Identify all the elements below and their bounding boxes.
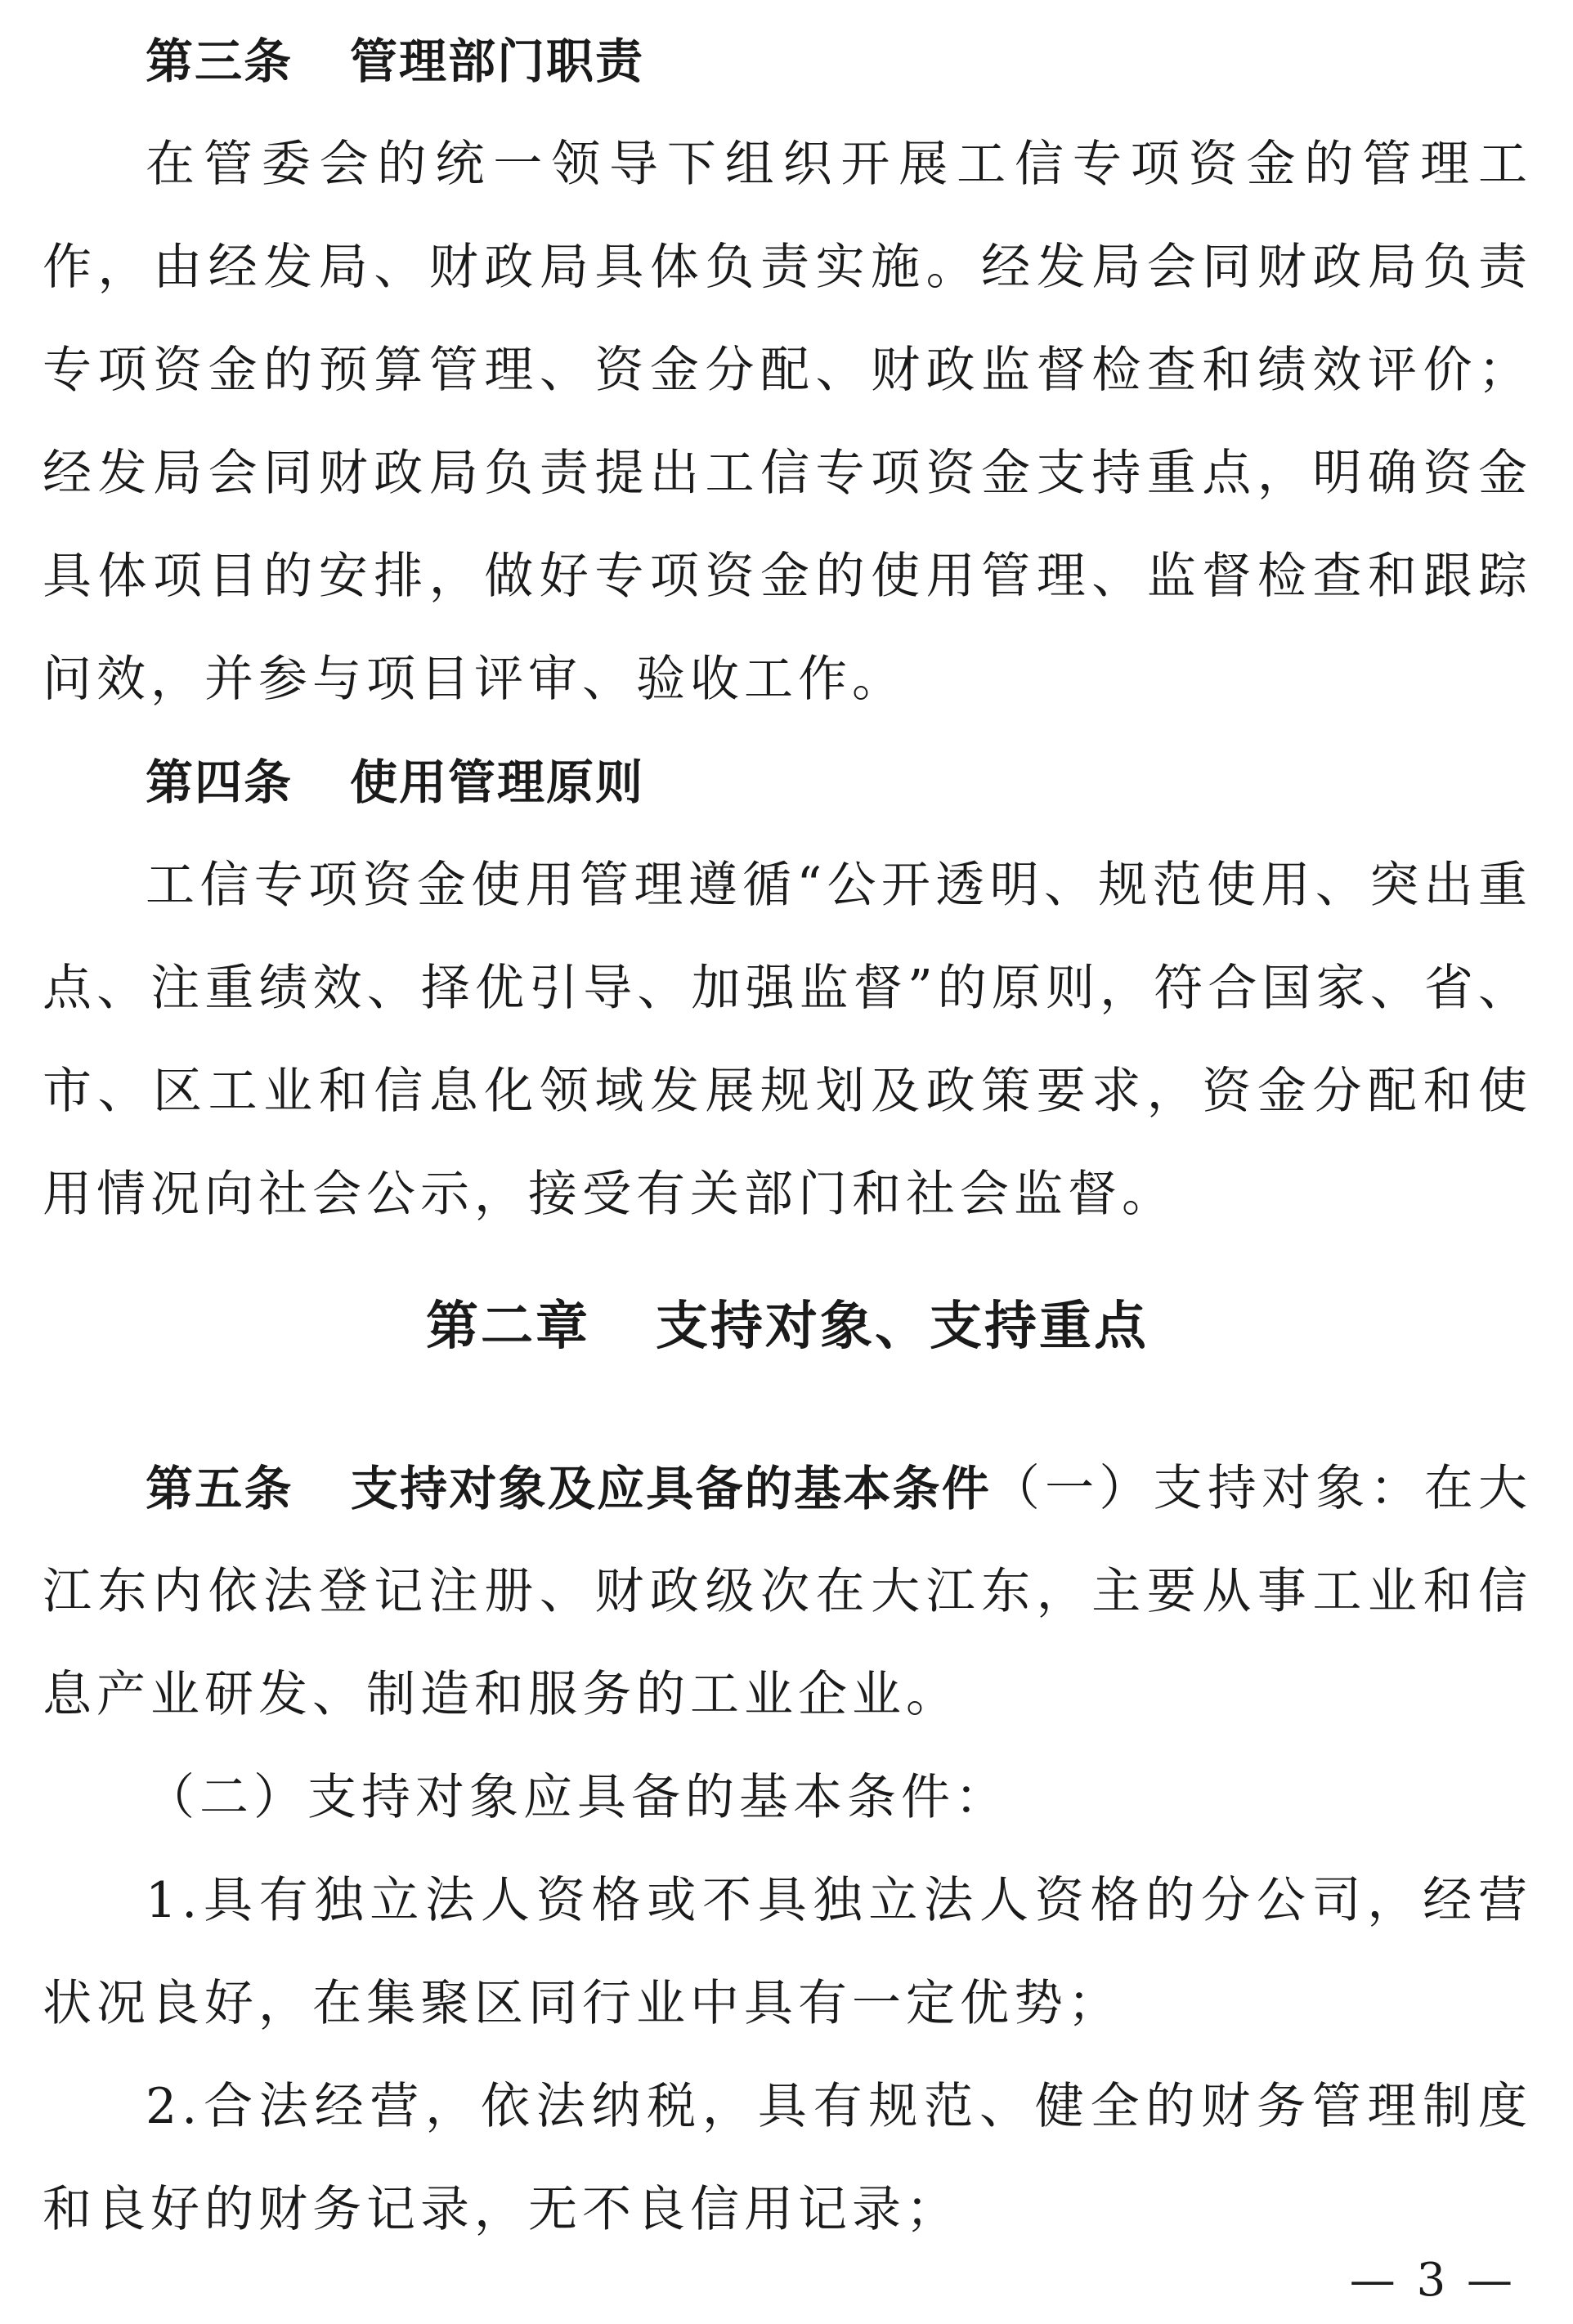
article5-title: 支持对象及应具备的基本条件 bbox=[350, 1461, 991, 1516]
article5-number: 第五条 bbox=[146, 1461, 294, 1516]
article5-body: （一）支持对象：在大江东内依法登记注册、财政级次在大江东，主要从事工业和信息产业研发、制造和服务的工业企业。 bbox=[43, 1460, 1532, 1723]
article5-paragraph bbox=[43, 1437, 1532, 1746]
article5-subsection-2: （二）支持对象应具备的基本条件： bbox=[146, 1769, 1009, 1826]
page-number: — 3 — bbox=[1349, 2254, 1516, 2307]
article4-number: 第四条 bbox=[146, 755, 294, 810]
article3-title: 管理部门职责 bbox=[350, 34, 645, 89]
article4-title: 使用管理原则 bbox=[350, 755, 645, 810]
article3-body: 在管委会的统一领导下组织开展工信专项资金的管理工作，由经发局、财政局具体负责实施。经发局会同财政局负责专项资金的预算管理、资金分配、财政监督检查和绩效评价；经发局会同财政局负责提出工信专项资金支持重点，明确资金具体项目的安排，做好专项资金的使用管理、监督检查和跟踪问效，并参与项目评审、验收工作。 bbox=[43, 136, 1532, 708]
article4-heading bbox=[43, 731, 1532, 834]
chapter-name: 支持对象、支持重点 bbox=[656, 1296, 1149, 1357]
article3-number: 第三条 bbox=[146, 34, 294, 89]
article5-item-1: 1.具有独立法人资格或不具独立法人资格的分公司，经营状况良好，在集聚区同行业中具有一定优势； bbox=[43, 1872, 1532, 2032]
article3-heading bbox=[43, 10, 1532, 113]
article5-lead bbox=[146, 1461, 991, 1516]
article4-body: 工信专项资金使用管理遵循“公开透明、规范使用、突出重点、注重绩效、择优引导、加强监督”的原则，符合国家、省、市、区工业和信息化领域发展规划及政策要求，资金分配和使用情况向社会公示，接受有关部门和社会监督。 bbox=[43, 857, 1532, 1223]
chapter-title bbox=[43, 1275, 1532, 1378]
article5-item-2: 2.合法经营，依法纳税，具有规范、健全的财务管理制度和良好的财务记录，无不良信用记录； bbox=[43, 2078, 1532, 2238]
chapter-number: 第二章 bbox=[426, 1296, 590, 1357]
